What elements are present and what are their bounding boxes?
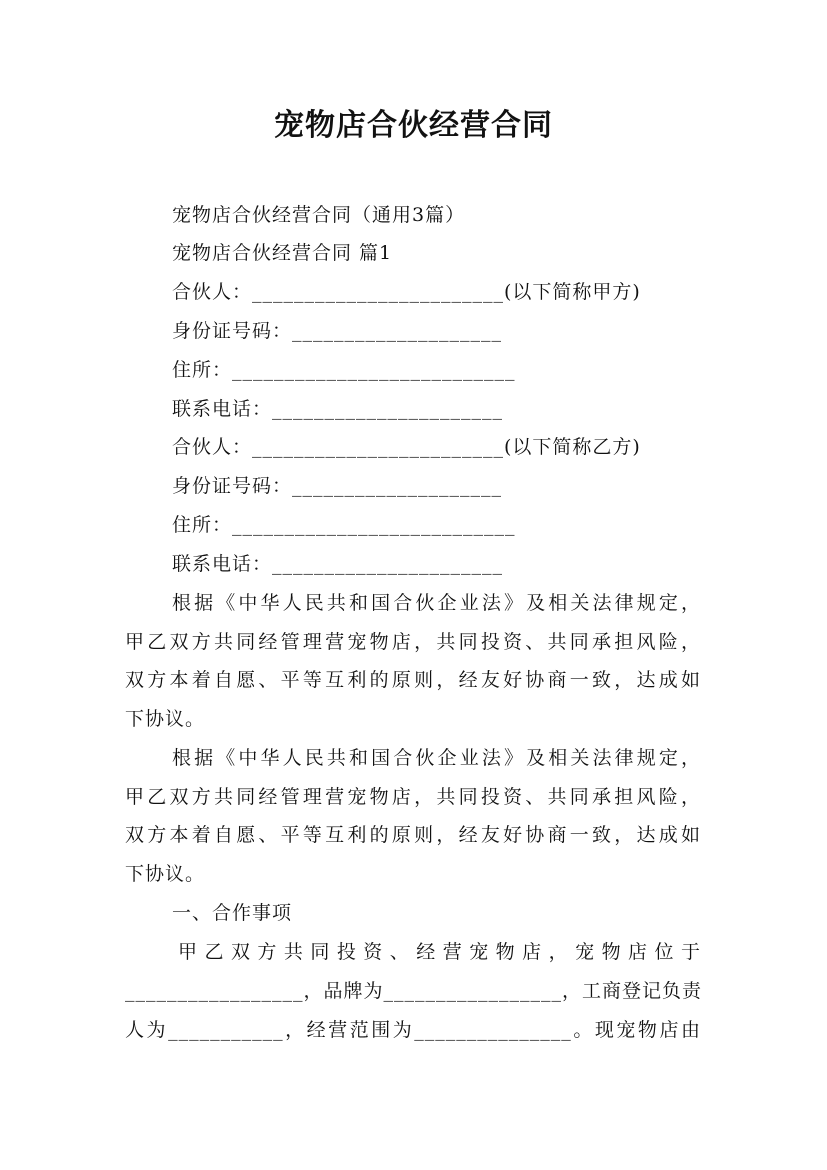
paragraph2-line: 下协议。: [125, 863, 206, 885]
paragraph2-line: 根据《中华人民共和国合伙企业法》及相关法律规定，: [172, 747, 701, 769]
document-title: 宠物店合伙经营合同: [274, 108, 553, 143]
section1-line: _________________，品牌为_________________，工商登记负责: [125, 980, 703, 1002]
paragraph2-line: 甲乙双方共同经管理营宠物店，共同投资、共同承担风险，: [125, 786, 701, 808]
section1-line: 甲乙双方共同投资、经营宠物店，宠物店位于: [178, 941, 701, 963]
paragraph1-line: 甲乙双方共同经管理营宠物店，共同投资、共同承担风险，: [125, 631, 701, 653]
paragraph2-line: 双方本着自愿、平等互利的原则，经友好协商一致，达成如: [125, 824, 701, 846]
chapter-line: 宠物店合伙经营合同 篇1: [172, 242, 393, 264]
partner-a-line: 合伙人：________________________(以下简称甲方): [172, 281, 641, 303]
subtitle-line: 宠物店合伙经营合同（通用3篇）: [172, 204, 466, 226]
partner-b-line: 合伙人：________________________(以下简称乙方): [172, 436, 641, 458]
section1-heading: 一、合作事项: [172, 902, 293, 924]
partner-b-address-line: 住所：___________________________: [172, 514, 516, 536]
paragraph1-line: 下协议。: [125, 708, 206, 730]
partner-b-id-line: 身份证号码：____________________: [172, 475, 503, 497]
partner-a-address-line: 住所：___________________________: [172, 359, 516, 381]
section1-line: 人为___________，经营范围为_______________。现宠物店由: [125, 1019, 701, 1041]
paragraph1-line: 双方本着自愿、平等互利的原则，经友好协商一致，达成如: [125, 669, 701, 691]
paragraph1-line: 根据《中华人民共和国合伙企业法》及相关法律规定，: [172, 592, 701, 614]
partner-a-id-line: 身份证号码：____________________: [172, 320, 503, 342]
partner-b-phone-line: 联系电话：______________________: [172, 553, 504, 575]
partner-a-phone-line: 联系电话：______________________: [172, 398, 504, 420]
